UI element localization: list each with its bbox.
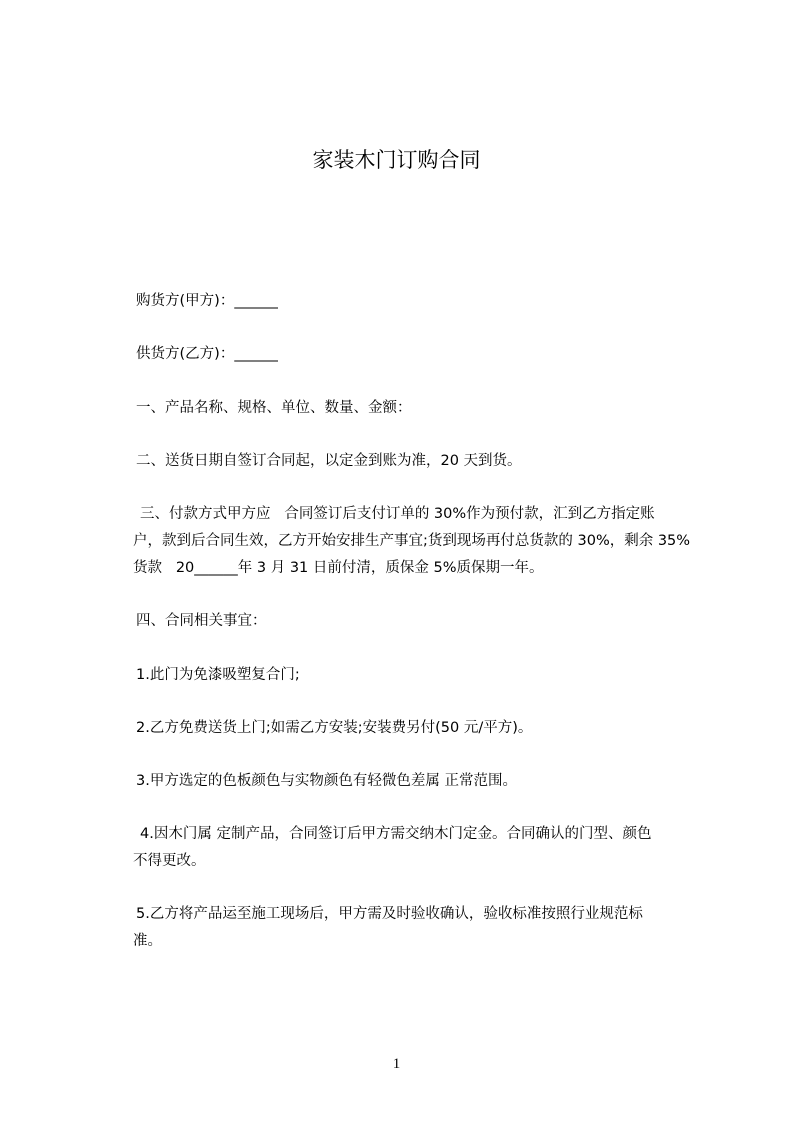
clause-3-line-2: 户，款到后合同生效，乙方开始安排生产事宜;货到现场再付总货款的 30%，剩余 35% <box>133 533 691 549</box>
page-number: 1 <box>392 1056 401 1072</box>
document-title: 家装木门订购合同 <box>312 148 481 172</box>
clause-4-heading: 四、合同相关事宜： <box>136 613 267 629</box>
item-4-line-2: 不得更改。 <box>133 853 206 869</box>
clause-2: 二、送货日期自签订合同起，以定金到账为准，20 天到货。 <box>136 453 522 469</box>
item-5-line-2: 准。 <box>133 933 162 949</box>
item-1: 1.此门为免漆吸塑复合门; <box>136 667 300 683</box>
item-5-line-1: 5.乙方将产品运至施工现场后，甲方需及时验收确认，验收标准按照行业规范标 <box>136 906 643 922</box>
item-4-line-1: 4.因木门属 定制产品，合同签订后甲方需交纳木门定金。合同确认的门型、颜色 <box>140 826 652 842</box>
supplier-line: 供货方(乙方)：______ <box>136 346 278 362</box>
clause-3-line-1: 三、付款方式甲方应 合同签订后支付订单的 30%作为预付款，汇到乙方指定账 <box>140 506 655 522</box>
item-3: 3.甲方选定的色板颜色与实物颜色有轻微色差属 正常范围。 <box>136 773 517 789</box>
item-2: 2.乙方免费送货上门;如需乙方安装;安装费另付(50 元/平方)。 <box>136 720 533 736</box>
buyer-line: 购货方(甲方)：______ <box>136 293 278 309</box>
clause-1: 一、产品名称、规格、单位、数量、金额： <box>136 400 412 416</box>
clause-3-line-3: 货款 20______年 3 月 31 日前付清，质保金 5%质保期一年。 <box>133 560 544 576</box>
